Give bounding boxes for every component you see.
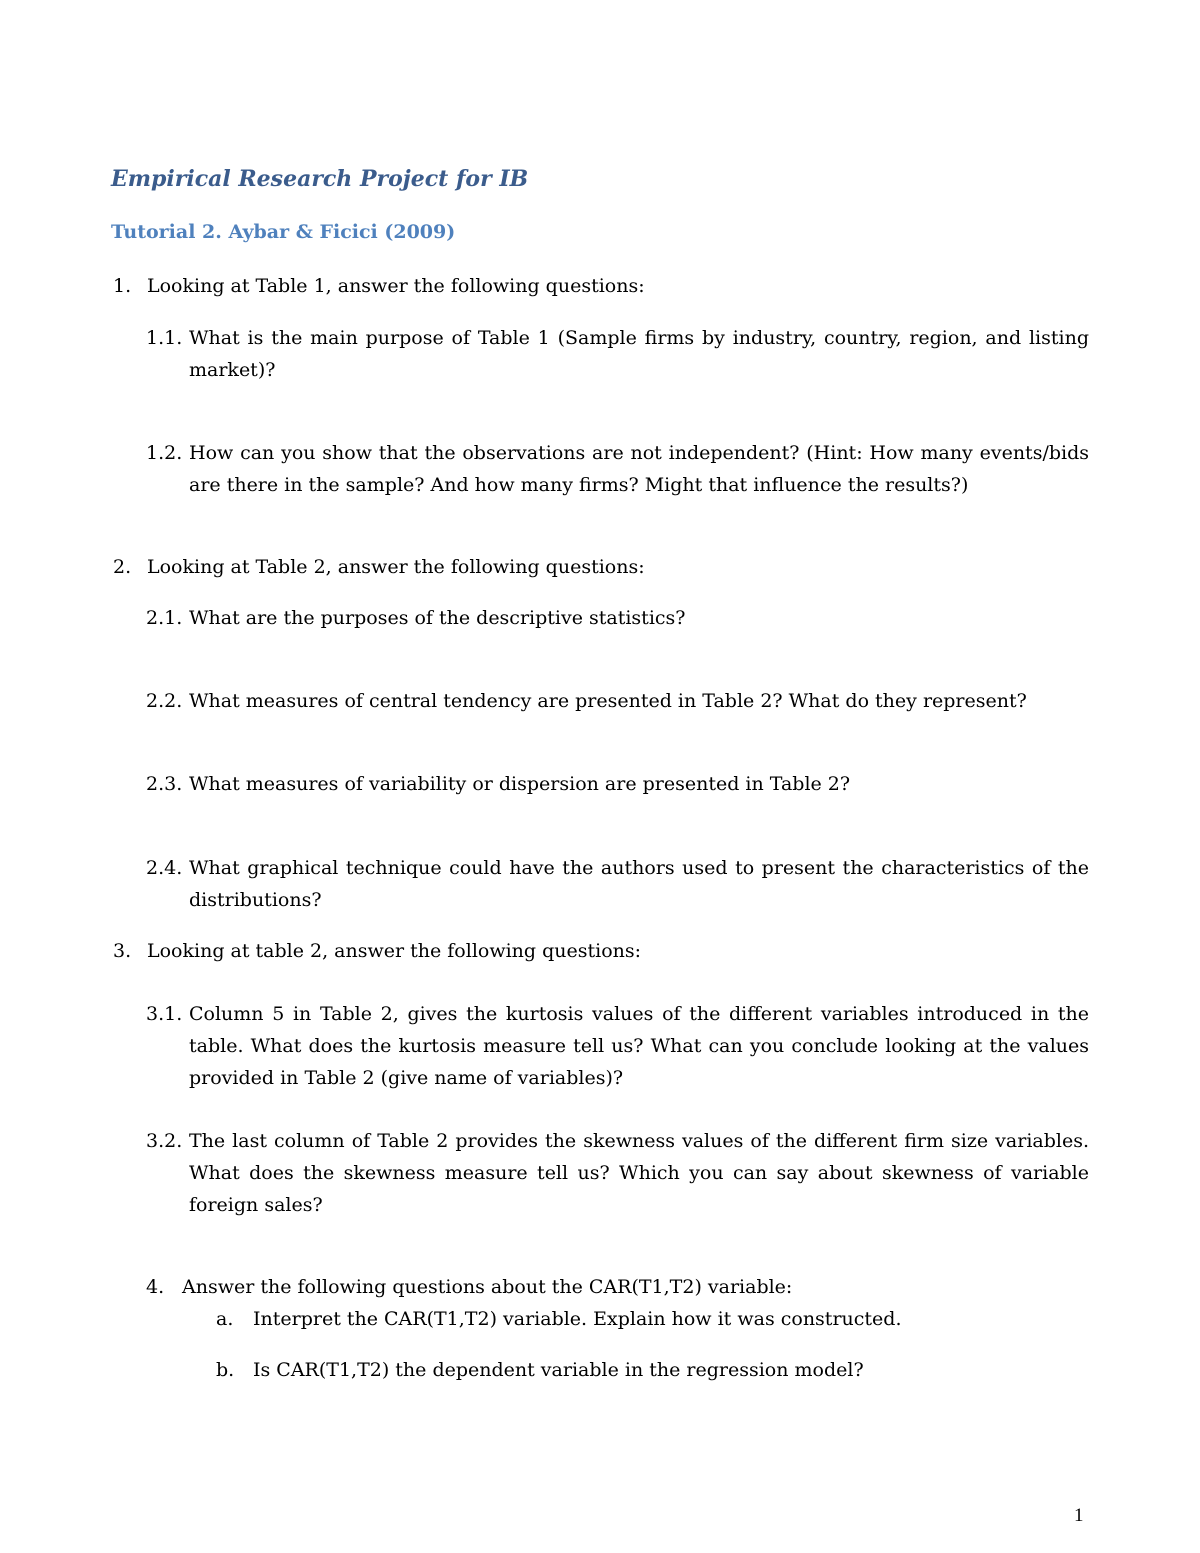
document-subtitle: Tutorial 2. Aybar & Ficici (2009) — [111, 221, 456, 243]
subquestion-text: What graphical technique could have the authors used to present the characteristics of the distributions? — [189, 857, 1089, 911]
question-number: 2. — [113, 556, 132, 578]
subquestion-number: 2.1. — [146, 607, 183, 629]
question-number: 4. — [146, 1276, 165, 1298]
subquestion-text: What is the main purpose of Table 1 (Sample firms by industry, country, region, and listing market)? — [189, 327, 1089, 381]
subquestion-text: How can you show that the observations are not independent? (Hint: How many events/bids are there in the sample? And how many firms? Might that influence the results?) — [189, 442, 1089, 496]
question-text: Looking at table 2, answer the following questions: — [147, 940, 642, 962]
subquestion-text: What measures of central tendency are presented in Table 2? What do they represent? — [189, 690, 1027, 712]
subquestion-text: Column 5 in Table 2, gives the kurtosis values of the different variables introduced in the table. What does the kurtosis measure tell us? What can you conclude looking at the values provided in Table 2 (give name of variables)? — [189, 1003, 1089, 1089]
question-text: Looking at Table 1, answer the following questions: — [147, 275, 645, 297]
subquestion-text: What are the purposes of the descriptive statistics? — [189, 607, 686, 629]
question-number: 1. — [113, 275, 132, 297]
subquestion-text: The last column of Table 2 provides the skewness values of the different firm size variables. What does the skewness measure tell us? Which you can say about skewness of variable foreign sales? — [189, 1130, 1089, 1216]
subquestion-text: Is CAR(T1,T2) the dependent variable in the regression model? — [253, 1359, 864, 1381]
document-title: Empirical Research Project for IB — [111, 166, 529, 192]
subquestion-number: 2.3. — [146, 773, 183, 795]
subquestion-number: a. — [216, 1308, 234, 1330]
subquestion-number: 2.4. — [146, 857, 183, 879]
question-text: Looking at Table 2, answer the following questions: — [147, 556, 645, 578]
subquestion-number: 3.2. — [146, 1130, 183, 1152]
subquestion-number: 1.1. — [146, 327, 183, 349]
subquestion-number: b. — [216, 1359, 235, 1381]
subquestion-number: 3.1. — [146, 1003, 183, 1025]
question-text: Answer the following questions about the CAR(T1,T2) variable: — [182, 1276, 793, 1298]
subquestion-number: 1.2. — [146, 442, 183, 464]
question-number: 3. — [113, 940, 132, 962]
subquestion-text: What measures of variability or dispersion are presented in Table 2? — [189, 773, 851, 795]
subquestion-text: Interpret the CAR(T1,T2) variable. Explain how it was constructed. — [253, 1308, 902, 1330]
page-number: 1 — [1074, 1505, 1084, 1526]
subquestion-number: 2.2. — [146, 690, 183, 712]
